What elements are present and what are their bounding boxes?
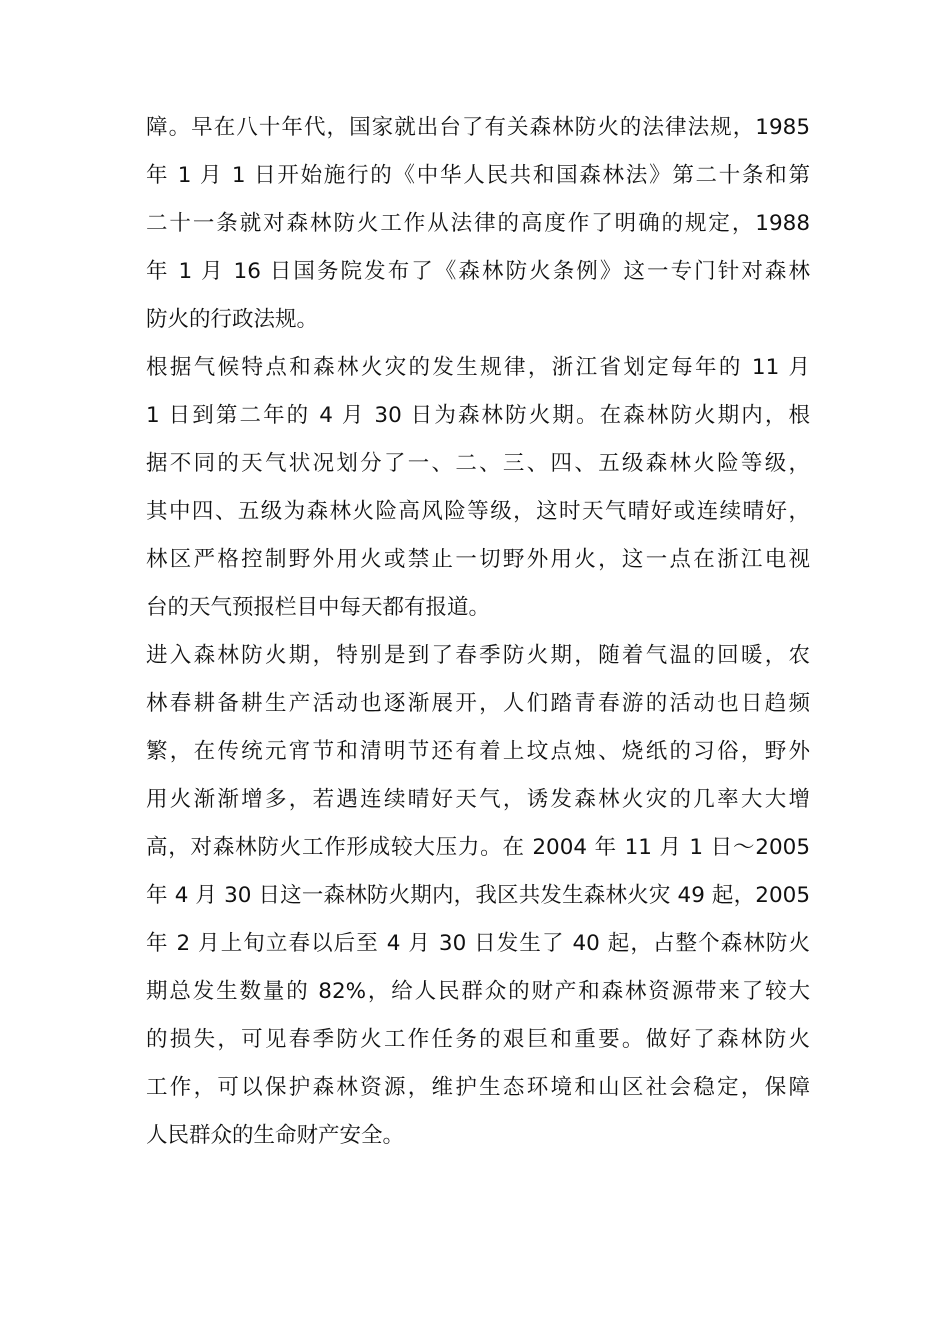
text-line: 其中四、五级为森林火险高风险等级，这时天气晴好或连续晴好， <box>146 499 810 524</box>
text-line: 繁，在传统元宵节和清明节还有着上坟点烛、烧纸的习俗，野外 <box>146 739 810 764</box>
text-line: 高，对森林防火工作形成较大压力。在 2004 年 11 月 1 日～2005 <box>146 835 810 860</box>
text-line: 人民群众的生命财产安全。 <box>146 1123 405 1148</box>
text-line: 根据气候特点和森林火灾的发生规律，浙江省划定每年的 11 月 <box>146 355 810 380</box>
text-line: 年 1 月 16 日国务院发布了《森林防火条例》这一专门针对森林 <box>146 259 810 284</box>
text-line: 进入森林防火期，特别是到了春季防火期，随着气温的回暖，农 <box>146 643 810 668</box>
paragraph-3 <box>146 632 810 1160</box>
text-line: 年 2 月上旬立春以后至 4 月 30 日发生了 40 起，占整个森林防火 <box>146 931 810 956</box>
text-line: 年 4 月 30 日这一森林防火期内，我区共发生森林火灾 49 起，2005 <box>146 883 810 908</box>
text-line: 期总发生数量的 82%，给人民群众的财产和森林资源带来了较大 <box>146 979 810 1004</box>
text-line: 防火的行政法规。 <box>146 307 319 332</box>
paragraph-2 <box>146 344 810 632</box>
text-line: 障。早在八十年代，国家就出台了有关森林防火的法律法规，1985 <box>146 115 810 140</box>
text-line: 年 1 月 1 日开始施行的《中华人民共和国森林法》第二十条和第 <box>146 163 810 188</box>
text-line: 的损失，可见春季防火工作任务的艰巨和重要。做好了森林防火 <box>146 1027 810 1052</box>
text-line: 据不同的天气状况划分了一、二、三、四、五级森林火险等级， <box>146 451 810 476</box>
text-line: 台的天气预报栏目中每天都有报道。 <box>146 595 491 620</box>
text-line: 工作，可以保护森林资源，维护生态环境和山区社会稳定，保障 <box>146 1075 810 1100</box>
document-body <box>146 104 810 1160</box>
paragraph-1 <box>146 104 810 344</box>
text-line: 林区严格控制野外用火或禁止一切野外用火，这一点在浙江电视 <box>146 547 810 572</box>
text-line: 1 日到第二年的 4 月 30 日为森林防火期。在森林防火期内，根 <box>146 403 810 428</box>
text-line: 二十一条就对森林防火工作从法律的高度作了明确的规定，1988 <box>146 211 810 236</box>
text-line: 林春耕备耕生产活动也逐渐展开，人们踏青春游的活动也日趋频 <box>146 691 810 716</box>
text-line: 用火渐渐增多，若遇连续晴好天气，诱发森林火灾的几率大大增 <box>146 787 810 812</box>
